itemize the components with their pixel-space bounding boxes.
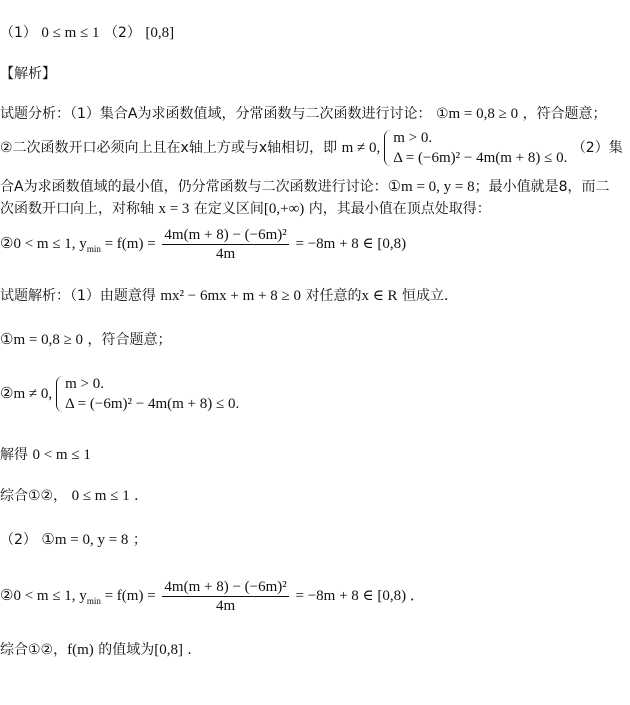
analysis-line2-text: ②二次函数开口必须向上且在x轴上方或与x轴相切，即: [0, 140, 338, 156]
solution-line1-text2: 对任意的: [305, 288, 362, 304]
answer-part2-label: （2）: [103, 25, 141, 41]
analysis-line3-text: 合A为求函数值域的最小值，仍分常函数与二次函数进行讨论：: [0, 179, 388, 195]
solution-case2-sys-row1: m > 0.: [65, 376, 104, 392]
solution-solve-math: 0 < m ≤ 1: [32, 447, 91, 463]
solution-line1-math: mx² − 6mx + m + 8 ≥ 0: [160, 288, 301, 304]
analysis-line5-fraction: [162, 226, 288, 263]
solution-solve-line: [0, 446, 91, 464]
solution-case2-system: [55, 374, 239, 414]
solution-solve-label: 解得: [0, 447, 28, 463]
analysis-line1-suffix: ，符合题意；: [522, 106, 607, 122]
solution-combine-math: 0 ≤ m ≤ 1: [71, 488, 130, 504]
analysis-line4-text: 次函数开口向上，对称轴: [0, 201, 154, 217]
solution-part2-numerator: 4m(m + 8) − (−6m)²: [164, 579, 287, 595]
solution-case-1: [0, 331, 172, 349]
answer-part1-math: 0 ≤ m ≤ 1: [41, 25, 100, 41]
analysis-heading: 【解析】: [0, 66, 56, 82]
analysis-line5-denominator: 4m: [216, 246, 236, 262]
answer-part2-value: [0,8]: [145, 25, 175, 41]
analysis-line1-case1-symbol: ①: [435, 106, 449, 122]
solution-final-value: [0,8]: [154, 642, 183, 658]
analysis-line5-case: ②0 < m ≤ 1, y: [0, 235, 87, 252]
solution-part2-result: = −8m + 8 ∈ [0,8): [295, 587, 407, 604]
solution-line1-suffix: 恒成立．: [402, 288, 459, 304]
solution-part2-denominator: 4m: [216, 598, 236, 614]
solution-part2-case2: ②0 < m ≤ 1, y: [0, 587, 87, 604]
analysis-line2-system: [383, 128, 567, 168]
solution-line1-text: （1）由题意得: [70, 288, 156, 304]
analysis-line4-text2: 在定义区间: [193, 201, 264, 217]
analysis-line2-condition: m ≠ 0,: [341, 140, 381, 156]
solution-part2-case2-line: [0, 578, 425, 615]
solution-case2-math: ②m ≠ 0,: [0, 386, 53, 402]
solution-final-suffix: ．: [187, 642, 202, 658]
solution-part2-case1-suffix: ；: [132, 532, 147, 548]
analysis-line5-numerator: 4m(m + 8) − (−6m)²: [164, 227, 287, 243]
analysis-line2-sys-row2: Δ = (−6m)² − 4m(m + 8) ≤ 0.: [393, 150, 568, 166]
solution-final-line: [0, 641, 201, 659]
solution-part2-suffix: ．: [409, 587, 425, 604]
solution-final-label: 综合①②，: [0, 642, 68, 658]
analysis-line1-text: （1）集合A为求函数值域，分常函数与二次函数进行讨论：: [70, 106, 432, 122]
analysis-line3-suffix: ；最小值就是8，而二: [474, 179, 610, 195]
analysis-line5-eq: = f(m) =: [104, 235, 156, 252]
solution-part2-fraction: [162, 578, 288, 615]
analysis-line-3: [0, 178, 610, 196]
solution-part2-case1-math: ①m = 0, y = 8: [41, 532, 129, 548]
analysis-line-1: [0, 105, 607, 123]
answer-line: [0, 24, 174, 42]
answer-part1-label: （1）: [0, 25, 37, 41]
solution-case2-sys-row2: Δ = (−6m)² − 4m(m + 8) ≤ 0.: [65, 396, 240, 412]
solution-combine-label: 综合①②，: [0, 488, 68, 504]
solution-case1-math: ①m = 0,8 ≥ 0: [0, 332, 84, 348]
solution-part2-label: （2）: [0, 532, 37, 548]
solution-part2-eq: = f(m) =: [104, 587, 156, 604]
solution-case-2: [0, 374, 239, 414]
analysis-line3-case1-math: ①m = 0, y = 8: [387, 179, 475, 195]
solution-part2-sub: min: [86, 595, 101, 606]
analysis-line5-result: = −8m + 8 ∈ [0,8): [295, 235, 407, 252]
solution-part2-line: [0, 531, 147, 549]
analysis-line5-sub: min: [86, 243, 101, 254]
analysis-intro-label: 试题分析：: [0, 106, 70, 122]
analysis-line2-sys-row1: m > 0.: [393, 130, 433, 146]
solution-combine-line: [0, 487, 148, 505]
analysis-line4-interval: [0,+∞): [263, 201, 305, 217]
solution-case1-suffix: ，符合题意；: [87, 332, 172, 348]
solution-label: 试题解析：: [0, 288, 70, 304]
solution-final-math: f(m): [67, 642, 94, 658]
analysis-line4-suffix: 内，其最小值在顶点处取得：: [308, 201, 491, 217]
analysis-line2-suffix: （2）集: [571, 140, 623, 156]
solution-line-1: [0, 287, 458, 305]
analysis-line-4: [0, 200, 491, 218]
analysis-line1-case1-math: m = 0,8 ≥ 0: [448, 106, 519, 122]
solution-final-text: 的值域为: [98, 642, 155, 658]
analysis-line-5: [0, 226, 406, 263]
solution-line1-math2: x ∈ R: [361, 288, 398, 304]
analysis-line-2: [0, 128, 623, 168]
analysis-line4-axis-math: x = 3: [158, 201, 190, 217]
solution-combine-suffix: ．: [134, 488, 149, 504]
